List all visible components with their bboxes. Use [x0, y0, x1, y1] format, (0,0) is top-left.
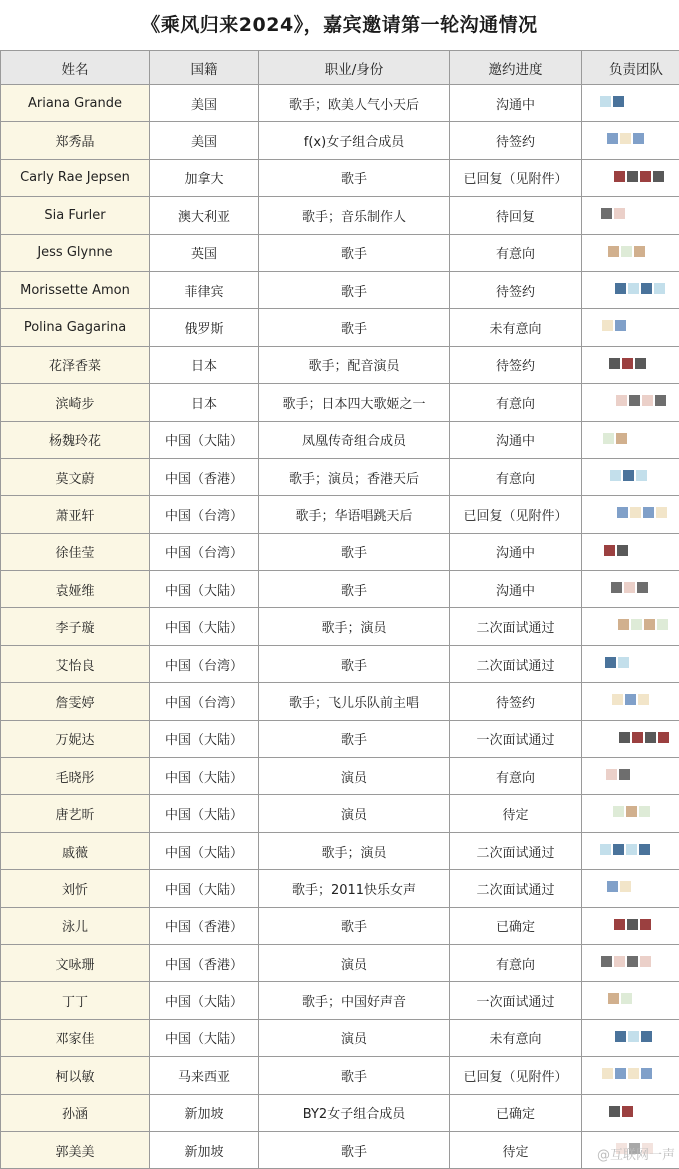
cell-name: 滨崎步 — [1, 384, 150, 421]
table-row — [1, 309, 679, 346]
cell-nationality: 中国（大陆） — [150, 832, 259, 869]
table-row — [1, 159, 679, 196]
mosaic-pixel — [602, 1068, 613, 1079]
mosaic-pixel — [622, 1106, 633, 1117]
table-row — [1, 122, 679, 159]
cell-team-obscured — [582, 271, 679, 308]
cell-status: 待回复 — [450, 197, 582, 234]
mosaic-pixel — [654, 283, 665, 294]
table-row — [1, 197, 679, 234]
mosaic-pixel — [613, 96, 624, 107]
mosaic-pixel — [645, 732, 656, 743]
cell-status: 已回复（见附件） — [450, 159, 582, 196]
mosaic-pixel — [617, 507, 628, 518]
cell-team-obscured — [582, 496, 679, 533]
cell-name: 徐佳莹 — [1, 533, 150, 570]
mosaic-pixel — [607, 133, 618, 144]
cell-nationality: 加拿大 — [150, 159, 259, 196]
table-row — [1, 496, 679, 533]
mosaic-blur — [611, 582, 650, 596]
cell-occupation: 歌手；演员；香港天后 — [259, 458, 450, 495]
mosaic-pixel — [615, 1031, 626, 1042]
mosaic-pixel — [600, 96, 611, 107]
mosaic-blur — [607, 881, 633, 895]
cell-team-obscured — [582, 197, 679, 234]
cell-name: Ariana Grande — [1, 85, 150, 122]
cell-name: Morissette Amon — [1, 271, 150, 308]
cell-status: 沟通中 — [450, 421, 582, 458]
mosaic-blur — [602, 1068, 654, 1082]
mosaic-pixel — [629, 395, 640, 406]
cell-team-obscured — [582, 1019, 679, 1056]
cell-nationality: 日本 — [150, 384, 259, 421]
mosaic-blur — [602, 320, 628, 334]
header-name: 姓名 — [1, 51, 150, 85]
cell-nationality: 澳大利亚 — [150, 197, 259, 234]
cell-status: 二次面试通过 — [450, 645, 582, 682]
mosaic-blur — [618, 619, 670, 633]
cell-name: 杨魏玲花 — [1, 421, 150, 458]
mosaic-pixel — [615, 320, 626, 331]
cell-team-obscured — [582, 795, 679, 832]
cell-team-obscured — [582, 944, 679, 981]
table-row — [1, 870, 679, 907]
cell-status: 已确定 — [450, 907, 582, 944]
cell-nationality: 中国（台湾） — [150, 683, 259, 720]
header-nationality: 国籍 — [150, 51, 259, 85]
cell-nationality: 中国（大陆） — [150, 608, 259, 645]
table-row — [1, 944, 679, 981]
mosaic-blur — [609, 358, 648, 372]
mosaic-pixel — [607, 881, 618, 892]
cell-status: 有意向 — [450, 758, 582, 795]
cell-nationality: 中国（大陆） — [150, 1019, 259, 1056]
mosaic-pixel — [620, 133, 631, 144]
mosaic-blur — [614, 919, 653, 933]
cell-team-obscured — [582, 159, 679, 196]
mosaic-pixel — [637, 582, 648, 593]
cell-nationality: 中国（大陆） — [150, 982, 259, 1019]
cell-nationality: 马来西亚 — [150, 1057, 259, 1094]
cell-nationality: 美国 — [150, 85, 259, 122]
cell-nationality: 新加坡 — [150, 1094, 259, 1131]
mosaic-pixel — [624, 582, 635, 593]
cell-name: 萧亚轩 — [1, 496, 150, 533]
mosaic-pixel — [613, 806, 624, 817]
mosaic-pixel — [612, 694, 623, 705]
mosaic-pixel — [621, 993, 632, 1004]
mosaic-pixel — [655, 395, 666, 406]
cell-name: 花泽香菜 — [1, 346, 150, 383]
mosaic-pixel — [611, 582, 622, 593]
cell-status: 待签约 — [450, 346, 582, 383]
cell-team-obscured — [582, 758, 679, 795]
mosaic-blur — [615, 283, 667, 297]
mosaic-pixel — [616, 395, 627, 406]
cell-occupation: 演员 — [259, 795, 450, 832]
mosaic-pixel — [657, 619, 668, 630]
watermark: @互联网一声 — [593, 1142, 679, 1165]
page-title: 《乘风归来2024》，嘉宾邀请第一轮沟通情况 — [141, 14, 538, 36]
mosaic-pixel — [640, 919, 651, 930]
mosaic-blur — [603, 433, 629, 447]
cell-name: 郑秀晶 — [1, 122, 150, 159]
cell-team-obscured — [582, 533, 679, 570]
mosaic-pixel — [618, 657, 629, 668]
cell-name: 詹雯婷 — [1, 683, 150, 720]
cell-occupation: 歌手；演员 — [259, 608, 450, 645]
cell-name: 郭美美 — [1, 1131, 150, 1168]
cell-team-obscured — [582, 832, 679, 869]
cell-status: 待签约 — [450, 683, 582, 720]
cell-status: 一次面试通过 — [450, 982, 582, 1019]
mosaic-pixel — [601, 208, 612, 219]
cell-occupation: 歌手 — [259, 309, 450, 346]
cell-nationality: 中国（香港） — [150, 944, 259, 981]
table-row — [1, 1131, 679, 1168]
mosaic-pixel — [641, 1031, 652, 1042]
cell-occupation: 歌手 — [259, 1057, 450, 1094]
table-row — [1, 85, 679, 122]
mosaic-pixel — [622, 358, 633, 369]
mosaic-blur — [613, 806, 652, 820]
mosaic-pixel — [609, 1106, 620, 1117]
mosaic-blur — [606, 769, 632, 783]
cell-occupation: 歌手；中国好声音 — [259, 982, 450, 1019]
mosaic-pixel — [642, 395, 653, 406]
mosaic-blur — [612, 694, 651, 708]
mosaic-pixel — [631, 619, 642, 630]
mosaic-pixel — [618, 619, 629, 630]
cell-occupation: 歌手；欧美人气小天后 — [259, 85, 450, 122]
table-row — [1, 1094, 679, 1131]
cell-nationality: 菲律宾 — [150, 271, 259, 308]
cell-nationality: 中国（台湾） — [150, 496, 259, 533]
cell-occupation: 歌手 — [259, 271, 450, 308]
cell-nationality: 中国（香港） — [150, 907, 259, 944]
cell-status: 一次面试通过 — [450, 720, 582, 757]
cell-team-obscured — [582, 122, 679, 159]
cell-team-obscured — [582, 309, 679, 346]
mosaic-pixel — [617, 545, 628, 556]
cell-team-obscured — [582, 645, 679, 682]
cell-team-obscured — [582, 85, 679, 122]
table-row — [1, 384, 679, 421]
mosaic-pixel — [632, 732, 643, 743]
cell-status: 沟通中 — [450, 533, 582, 570]
header-team: 负责团队 — [582, 51, 679, 85]
cell-occupation: 演员 — [259, 944, 450, 981]
table-row — [1, 1057, 679, 1094]
cell-occupation: 歌手；音乐制作人 — [259, 197, 450, 234]
cell-nationality: 英国 — [150, 234, 259, 271]
mosaic-pixel — [627, 956, 638, 967]
mosaic-pixel — [626, 806, 637, 817]
mosaic-blur — [609, 1106, 635, 1120]
mosaic-pixel — [619, 732, 630, 743]
cell-occupation: 凤凰传奇组合成员 — [259, 421, 450, 458]
cell-status: 已确定 — [450, 1094, 582, 1131]
mosaic-pixel — [643, 507, 654, 518]
cell-status: 待签约 — [450, 122, 582, 159]
table-row — [1, 720, 679, 757]
cell-nationality: 中国（大陆） — [150, 720, 259, 757]
mosaic-pixel — [656, 507, 667, 518]
mosaic-pixel — [653, 171, 664, 182]
mosaic-pixel — [636, 470, 647, 481]
cell-occupation: 演员 — [259, 758, 450, 795]
cell-occupation: 歌手 — [259, 234, 450, 271]
cell-name: 袁娅维 — [1, 571, 150, 608]
mosaic-pixel — [620, 881, 631, 892]
table-row — [1, 795, 679, 832]
cell-name: Carly Rae Jepsen — [1, 159, 150, 196]
mosaic-blur — [601, 208, 627, 222]
cell-status: 有意向 — [450, 458, 582, 495]
mosaic-blur — [617, 507, 669, 521]
cell-team-obscured — [582, 1057, 679, 1094]
cell-name: Polina Gagarina — [1, 309, 150, 346]
table-row — [1, 421, 679, 458]
table-row — [1, 1019, 679, 1056]
mosaic-pixel — [635, 358, 646, 369]
cell-nationality: 中国（台湾） — [150, 533, 259, 570]
cell-occupation: 歌手 — [259, 645, 450, 682]
cell-status: 待定 — [450, 795, 582, 832]
mosaic-pixel — [640, 956, 651, 967]
mosaic-pixel — [614, 919, 625, 930]
cell-status: 待签约 — [450, 271, 582, 308]
mosaic-blur — [600, 96, 626, 110]
cell-occupation: BY2女子组合成员 — [259, 1094, 450, 1131]
cell-status: 沟通中 — [450, 571, 582, 608]
mosaic-pixel — [609, 358, 620, 369]
cell-occupation: 歌手；2011快乐女声 — [259, 870, 450, 907]
mosaic-pixel — [628, 1031, 639, 1042]
cell-name: 唐艺昕 — [1, 795, 150, 832]
mosaic-blur — [610, 470, 649, 484]
header-occupation: 职业/身份 — [259, 51, 450, 85]
mosaic-blur — [615, 1031, 654, 1045]
mosaic-pixel — [640, 171, 651, 182]
mosaic-pixel — [614, 208, 625, 219]
mosaic-pixel — [608, 246, 619, 257]
mosaic-pixel — [641, 283, 652, 294]
cell-occupation: 歌手；华语唱跳天后 — [259, 496, 450, 533]
cell-team-obscured — [582, 683, 679, 720]
cell-nationality: 中国（大陆） — [150, 571, 259, 608]
cell-occupation: 歌手 — [259, 720, 450, 757]
cell-nationality: 中国（台湾） — [150, 645, 259, 682]
cell-status: 二次面试通过 — [450, 608, 582, 645]
table-row — [1, 645, 679, 682]
cell-team-obscured — [582, 421, 679, 458]
table-header-row — [1, 51, 679, 85]
cell-team-obscured — [582, 1094, 679, 1131]
cell-status: 未有意向 — [450, 309, 582, 346]
cell-nationality: 美国 — [150, 122, 259, 159]
cell-status: 有意向 — [450, 234, 582, 271]
mosaic-pixel — [608, 993, 619, 1004]
cell-occupation: 歌手；飞儿乐队前主唱 — [259, 683, 450, 720]
mosaic-pixel — [603, 433, 614, 444]
mosaic-pixel — [614, 171, 625, 182]
mosaic-pixel — [627, 919, 638, 930]
mosaic-pixel — [602, 320, 613, 331]
mosaic-pixel — [625, 694, 636, 705]
cell-team-obscured — [582, 907, 679, 944]
mosaic-pixel — [600, 844, 611, 855]
mosaic-pixel — [606, 769, 617, 780]
mosaic-blur — [614, 171, 666, 185]
mosaic-pixel — [639, 806, 650, 817]
mosaic-blur — [608, 993, 634, 1007]
table-row — [1, 608, 679, 645]
cell-occupation: 歌手 — [259, 907, 450, 944]
cell-occupation: f(x)女子组合成员 — [259, 122, 450, 159]
cell-team-obscured — [582, 458, 679, 495]
cell-status: 二次面试通过 — [450, 832, 582, 869]
mosaic-blur — [601, 956, 653, 970]
cell-occupation: 歌手；日本四大歌姬之一 — [259, 384, 450, 421]
header-status: 邀约进度 — [450, 51, 582, 85]
mosaic-blur — [604, 545, 630, 559]
cell-name: 丁丁 — [1, 982, 150, 1019]
table-row — [1, 683, 679, 720]
cell-name: 邓家佳 — [1, 1019, 150, 1056]
cell-occupation: 歌手 — [259, 1131, 450, 1168]
cell-status: 已回复（见附件） — [450, 1057, 582, 1094]
cell-status: 未有意向 — [450, 1019, 582, 1056]
mosaic-pixel — [613, 844, 624, 855]
cell-name: 戚薇 — [1, 832, 150, 869]
cell-name: 艾怡良 — [1, 645, 150, 682]
cell-status: 沟通中 — [450, 85, 582, 122]
mosaic-pixel — [626, 844, 637, 855]
cell-name: 文咏珊 — [1, 944, 150, 981]
mosaic-pixel — [628, 283, 639, 294]
cell-name: 李子璇 — [1, 608, 150, 645]
mosaic-pixel — [619, 769, 630, 780]
cell-name: 莫文蔚 — [1, 458, 150, 495]
mosaic-blur — [605, 657, 631, 671]
mosaic-pixel — [658, 732, 669, 743]
mosaic-pixel — [610, 470, 621, 481]
cell-nationality: 俄罗斯 — [150, 309, 259, 346]
mosaic-pixel — [616, 433, 627, 444]
mosaic-pixel — [627, 171, 638, 182]
cell-nationality: 日本 — [150, 346, 259, 383]
mosaic-pixel — [615, 283, 626, 294]
cell-name: 刘忻 — [1, 870, 150, 907]
mosaic-pixel — [601, 956, 612, 967]
mosaic-pixel — [605, 657, 616, 668]
mosaic-blur — [616, 395, 668, 409]
cell-team-obscured — [582, 571, 679, 608]
guest-invitation-table — [0, 50, 679, 1169]
table-row — [1, 832, 679, 869]
mosaic-pixel — [641, 1068, 652, 1079]
mosaic-pixel — [630, 507, 641, 518]
table-row — [1, 571, 679, 608]
cell-nationality: 中国（大陆） — [150, 421, 259, 458]
table-row — [1, 533, 679, 570]
mosaic-pixel — [633, 133, 644, 144]
mosaic-pixel — [634, 246, 645, 257]
cell-nationality: 中国（香港） — [150, 458, 259, 495]
cell-nationality: 中国（大陆） — [150, 870, 259, 907]
mosaic-blur — [619, 732, 671, 746]
cell-team-obscured — [582, 346, 679, 383]
table-row — [1, 234, 679, 271]
cell-team-obscured — [582, 608, 679, 645]
cell-status: 待定 — [450, 1131, 582, 1168]
cell-name: Jess Glynne — [1, 234, 150, 271]
mosaic-pixel — [639, 844, 650, 855]
mosaic-blur — [600, 844, 652, 858]
cell-team-obscured — [582, 982, 679, 1019]
cell-team-obscured — [582, 870, 679, 907]
table-row — [1, 758, 679, 795]
cell-occupation: 演员 — [259, 1019, 450, 1056]
cell-nationality: 中国（大陆） — [150, 758, 259, 795]
mosaic-pixel — [621, 246, 632, 257]
cell-occupation: 歌手 — [259, 571, 450, 608]
mosaic-pixel — [604, 545, 615, 556]
cell-team-obscured — [582, 384, 679, 421]
cell-team-obscured — [582, 720, 679, 757]
cell-name: 泳儿 — [1, 907, 150, 944]
cell-status: 有意向 — [450, 384, 582, 421]
table-row — [1, 458, 679, 495]
cell-name: 柯以敏 — [1, 1057, 150, 1094]
mosaic-blur — [607, 133, 646, 147]
cell-status: 有意向 — [450, 944, 582, 981]
mosaic-pixel — [628, 1068, 639, 1079]
mosaic-blur — [608, 246, 647, 260]
table-row — [1, 271, 679, 308]
cell-name: 万妮达 — [1, 720, 150, 757]
cell-team-obscured — [582, 234, 679, 271]
mosaic-pixel — [638, 694, 649, 705]
cell-nationality: 中国（大陆） — [150, 795, 259, 832]
cell-name: 毛晓彤 — [1, 758, 150, 795]
cell-name: 孙涵 — [1, 1094, 150, 1131]
table-row — [1, 907, 679, 944]
table-row — [1, 982, 679, 1019]
cell-status: 已回复（见附件） — [450, 496, 582, 533]
cell-occupation: 歌手；演员 — [259, 832, 450, 869]
mosaic-pixel — [614, 956, 625, 967]
mosaic-pixel — [644, 619, 655, 630]
table-row — [1, 346, 679, 383]
cell-occupation: 歌手；配音演员 — [259, 346, 450, 383]
cell-status: 二次面试通过 — [450, 870, 582, 907]
cell-nationality: 新加坡 — [150, 1131, 259, 1168]
cell-occupation: 歌手 — [259, 533, 450, 570]
cell-occupation: 歌手 — [259, 159, 450, 196]
mosaic-pixel — [623, 470, 634, 481]
mosaic-pixel — [615, 1068, 626, 1079]
cell-name: Sia Furler — [1, 197, 150, 234]
